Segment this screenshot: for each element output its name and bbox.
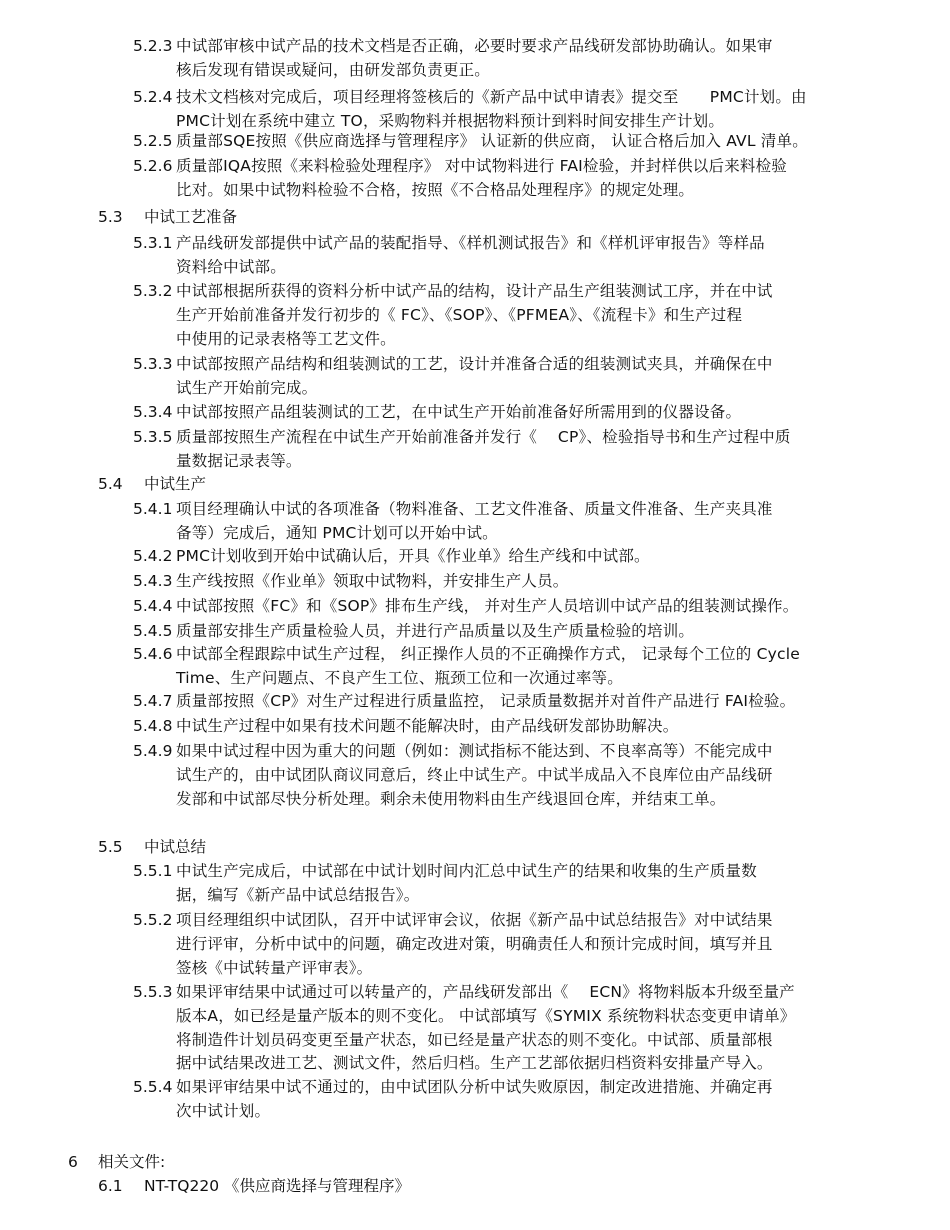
section-number: 5.5 [98,838,123,856]
clause-text-line: 中使用的记录表格等工艺文件。 [176,329,396,348]
clause-text-line: 项目经理组织中试团队，召开中试评审会议，依据《新产品中试总结报告》对中试结果 [176,911,773,929]
clause-text-line: 如果评审结果中试通过可以转量产的，产品线研发部出《 ECN》将物料版本升级至量产 [176,983,795,1001]
clause-text-line: 发部和中试部尽快分析处理。剩余未使用物料由生产线退回仓库，并结束工单。 [176,789,726,808]
clause-text-line: 次中试计划。 [176,1101,271,1120]
section-number: 5.4 [98,475,123,493]
clause-text-line: 进行评审，分析中试中的问题，确定改进对策，明确责任人和预计完成时间，填写并且 [176,934,773,953]
clause-text-line: 中试部按照产品结构和组装测试的工艺，设计并准备合适的组装测试夹具，并确保在中 [176,355,773,373]
clause-text-line: 核后发现有错误或疑问，由研发部负责更正。 [176,60,491,79]
clause-text-line: 生产线按照《作业单》领取中试物料，并安排生产人员。 [176,572,569,590]
clause-text-line: 中试生产过程中如果有技术问题不能解决时，由产品线研发部协助解决。 [176,717,679,735]
clause-text-line: 签核《中试转量产评审表》。 [176,958,373,977]
clause-text-line: 质量部按照生产流程在中试生产开始前准备并发行《 CP》、检验指导书和生产过程中质 [176,428,791,446]
clause-text-line: 项目经理确认中试的各项准备（物料准备、工艺文件准备、质量文件准备、生产夹具准 [176,500,773,518]
clause-text-line: 生产开始前准备并发行初步的《 FC》、《SOP》、《PFMEA》、《流程卡》和生产过程 [176,305,743,324]
clause-number: 5.5.1 [133,862,173,880]
clause-number: 5.4.1 [133,500,173,518]
clause-number: 5.2.6 [133,157,173,175]
clause-number: 5.4.9 [133,742,173,760]
clause-text-line: 质量部IQA按照《来料检验处理程序》 对中试物料进行 FAI检验，并封样供以后来料检验 [176,157,787,175]
clause-number: 5.2.4 [133,88,173,106]
section-number: 5.3 [98,208,123,226]
section-heading: 中试工艺准备 [144,208,238,226]
clause-text-line: 质量部安排生产质量检验人员，并进行产品质量以及生产质量检验的培训。 [176,622,695,640]
clause-number: 5.4.7 [133,692,173,710]
clause-text-line: 质量部SQE按照《供应商选择与管理程序》 认证新的供应商， 认证合格后加入 AVL 清单。 [176,132,808,150]
clause-text-line: PMC计划收到开始中试确认后，开具《作业单》给生产线和中试部。 [176,547,650,565]
clause-text-line: 版本A，如已经是量产版本的则不变化。 中试部填写《SYMIX 系统物料状态变更申请单》 [176,1006,796,1025]
clause-text-line: 比对。如果中试物料检验不合格，按照《不合格品处理程序》的规定处理。 [176,180,695,199]
clause-number: 5.2.5 [133,132,173,150]
clause-text-line: 中试部按照《FC》和《SOP》排布生产线， 并对生产人员培训中试产品的组装测试操作。 [176,597,799,615]
clause-text-line: 资料给中试部。 [176,257,286,276]
clause-text-line: Time、生产问题点、不良产生工位、瓶颈工位和一次通过率等。 [176,668,623,687]
clause-number: 5.5.2 [133,911,173,929]
clause-number: 5.2.3 [133,37,173,55]
clause-number: 5.4.5 [133,622,173,640]
clause-text-line: 中试部按照产品组装测试的工艺，在中试生产开始前准备好所需用到的仪器设备。 [176,403,742,421]
clause-text-line: 据中试结果改进工艺、测试文件，然后归档。生产工艺部依据归档资料安排量产导入。 [176,1054,773,1073]
clause-text-line: 中试部全程跟踪中试生产过程， 纠正操作人员的不正确操作方式， 记录每个工位的 Cycle [176,645,800,663]
reference-document: NT-TQ220 《供应商选择与管理程序》 [144,1177,410,1195]
clause-text-line: 备等）完成后，通知 PMC计划可以开始中试。 [176,523,498,542]
clause-number: 5.3.2 [133,282,173,300]
clause-number: 5.4.3 [133,572,173,590]
clause-text-line: 将制造件计划员码变更至量产状态，如已经是量产状态的则不变化。中试部、质量部根 [176,1030,773,1049]
clause-text-line: 量数据记录表等。 [176,451,302,470]
section-heading: 相关文件: [98,1153,166,1171]
clause-text-line: 试生产的，由中试团队商议同意后，终止中试生产。中试半成品入不良库位由产品线研 [176,765,773,784]
clause-number: 5.4.2 [133,547,173,565]
section-number: 6 [68,1153,78,1171]
clause-text-line: 技术文档核对完成后，项目经理将签核后的《新产品中试申请表》提交至 PMC计划。由 [176,88,807,106]
clause-number: 5.3.4 [133,403,173,421]
clause-text-line: 质量部按照《CP》对生产过程进行质量监控， 记录质量数据并对首件产品进行 FAI检验。 [176,692,796,710]
section-heading: 中试总结 [144,838,207,856]
clause-text-line: 中试部审核中试产品的技术文档是否正确，必要时要求产品线研发部协助确认。如果审 [176,37,773,55]
clause-text-line: 中试生产完成后，中试部在中试计划时间内汇总中试生产的结果和收集的生产质量数 [176,862,757,880]
clause-text-line: PMC计划在系统中建立 TO，采购物料并根据物料预计到料时间安排生产计划。 [176,111,725,130]
clause-number: 5.3.3 [133,355,173,373]
clause-text-line: 如果评审结果中试不通过的，由中试团队分析中试失败原因，制定改进措施、并确定再 [176,1078,773,1096]
clause-number: 5.5.4 [133,1078,173,1096]
clause-number: 5.4.8 [133,717,173,735]
section-number: 6.1 [98,1177,123,1195]
clause-number: 5.4.4 [133,597,173,615]
clause-number: 5.3.1 [133,234,173,252]
section-heading: 中试生产 [144,475,207,493]
clause-text-line: 试生产开始前完成。 [176,378,318,397]
clause-text-line: 据，编写《新产品中试总结报告》。 [176,885,420,904]
clause-text-line: 中试部根据所获得的资料分析中试产品的结构，设计产品生产组装测试工序，并在中试 [176,282,773,300]
clause-number: 5.5.3 [133,983,173,1001]
clause-text-line: 如果中试过程中因为重大的问题（例如：测试指标不能达到、不良率高等）不能完成中 [176,742,773,760]
clause-text-line: 产品线研发部提供中试产品的装配指导、《样机测试报告》和《样机评审报告》等样品 [176,234,765,252]
clause-number: 5.3.5 [133,428,173,446]
clause-number: 5.4.6 [133,645,173,663]
